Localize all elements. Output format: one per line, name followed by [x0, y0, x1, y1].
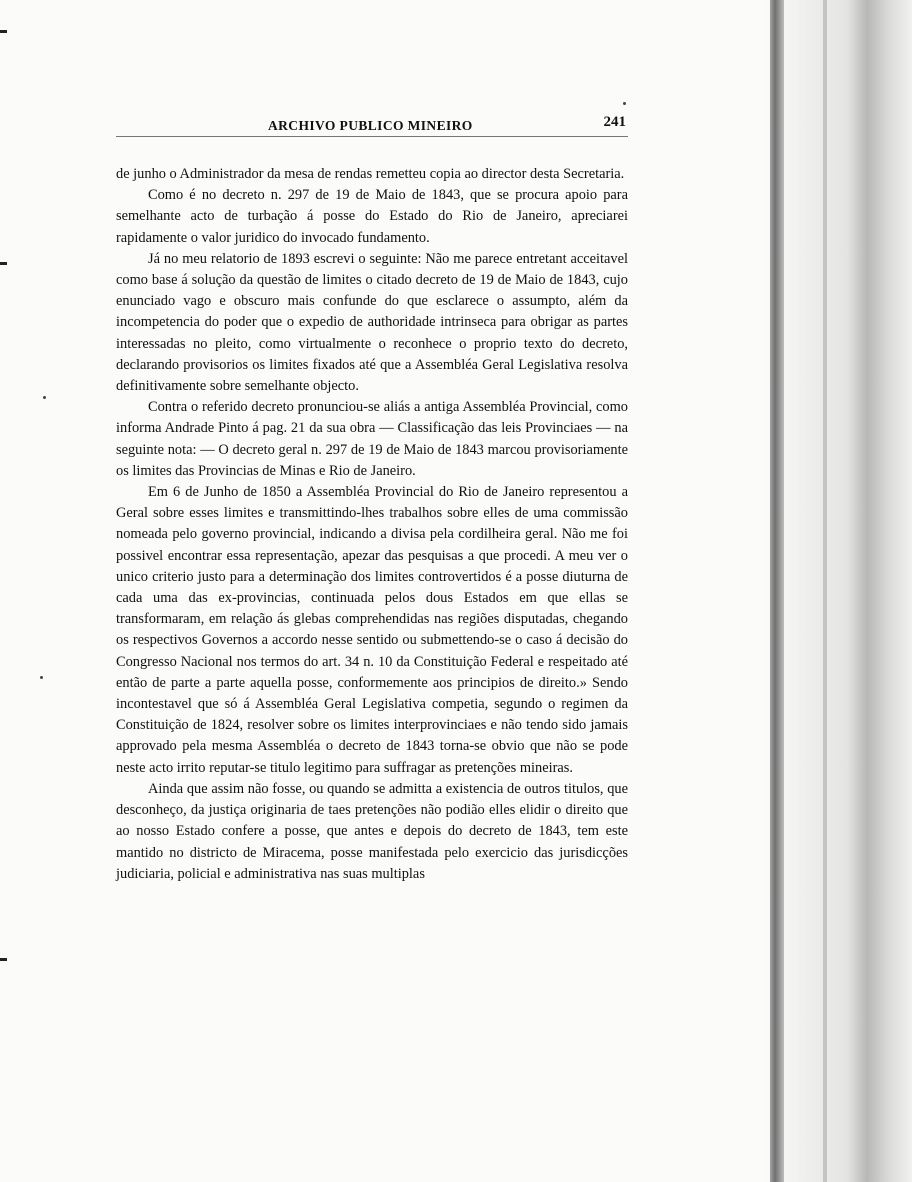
- scan-margin-mark: [0, 958, 7, 961]
- paragraph: Como é no decreto n. 297 de 19 de Maio de 1843, que se procura apoio para semelhante acto de turbação á posse do Estado do Rio de Janeiro, apreciarei rapidamente o valor juridico do invocado fundamento.: [116, 187, 628, 246]
- paragraph: Contra o referido decreto pronunciou-se aliás a antiga Assembléa Provincial, como informa Andrade Pinto á pag. 21 da sua obra — Classificação das leis Provinciaes — na seguinte nota: — O decreto geral n. 297 de 19 de Maio de 1843 marcou provisoriamente os limites das Provincias de Minas e Rio de Janeiro.: [116, 399, 628, 479]
- scan-margin-mark: [0, 30, 7, 33]
- book-page: [116, 112, 628, 882]
- paragraph: de junho o Administrador da mesa de rendas remetteu copia ao director desta Secretaria.: [116, 166, 625, 182]
- scan-binding-line: [823, 0, 827, 1182]
- scan-margin-mark: [0, 262, 7, 265]
- scan-binding-shadow: [770, 0, 784, 1182]
- scan-speck: [43, 396, 46, 399]
- running-head-title: ARCHIVO PUBLICO MINEIRO: [268, 118, 473, 133]
- body-text: [116, 164, 628, 885]
- header-rule: [116, 136, 628, 137]
- running-head: [116, 112, 628, 136]
- page-number: 241: [603, 114, 626, 130]
- paragraph: Já no meu relatorio de 1893 escrevi o seguinte: Não me parece entretant acceitavel como base á solução da questão de limites o citado decreto de 19 de Maio de 1843, cujo enunciado vago e obscuro mais confunde do que esclarece o assumpto, além da incompetencia do poder que o expedio de authoridade intrinseca para obrigar as partes interessadas no pleito, como virtualmente o reconhece o proprio texto do decreto, declarando provisorios os limites fixados até que a Assembléa Geral Legislativa resolva definitivamente sobre semelhante objecto.: [116, 250, 628, 395]
- paragraph: Ainda que assim não fosse, ou quando se admitta a existencia de outros titulos, que desconheço, da justiça originaria de taes pretenções não podião elles elidir o direito que ao nosso Estado confere a posse, que antes e depois do decreto de 1843, tem este mantido no districto de Miracema, posse manifestada pelo exercicio das jurisdicções judiciaria, policial e administrativa nas suas multiplas: [116, 780, 628, 882]
- scan-speck: [40, 676, 43, 679]
- scan-page-edge: [762, 0, 912, 1182]
- scan-speck: [623, 102, 626, 105]
- paragraph: Em 6 de Junho de 1850 a Assembléa Provincial do Rio de Janeiro representou a Geral sobre esses limites e transmittindo-lhes trabalhos sobre elles de uma commissão nomeada pelo governo provincial, indicando a divisa pela cordilheira geral. Não me foi possivel encontrar essa representação, apezar das pesquisas a que procedi. A meu ver o unico criterio justo para a determinação dos limites controvertidos é a posse diuturna de cada uma das ex-provincias, continuada pelos dous Estados em que ellas se transformaram, em relação ás glebas comprehendidas nas regiões disputadas, chegando os respectivos Governos a accordo nesse sentido ou submettendo-se o caso á decisão do Congresso Nacional nos termos do art. 34 n. 10 da Constituição Federal e respeitado até então de parte a parte aquella posse, conformemente aos principios de direito.» Sendo incontestavel que só á Assembléa Geral Legislativa competia, segundo o regimen da Constituição de 1824, resolver sobre os limites interprovinciaes e não tendo sido jamais approvado pela mesma Assembléa o decreto de 1843 torna-se obvio que não se pode neste acto irrito reputar-se titulo legitimo para suffragar as pretenções mineiras.: [116, 484, 628, 776]
